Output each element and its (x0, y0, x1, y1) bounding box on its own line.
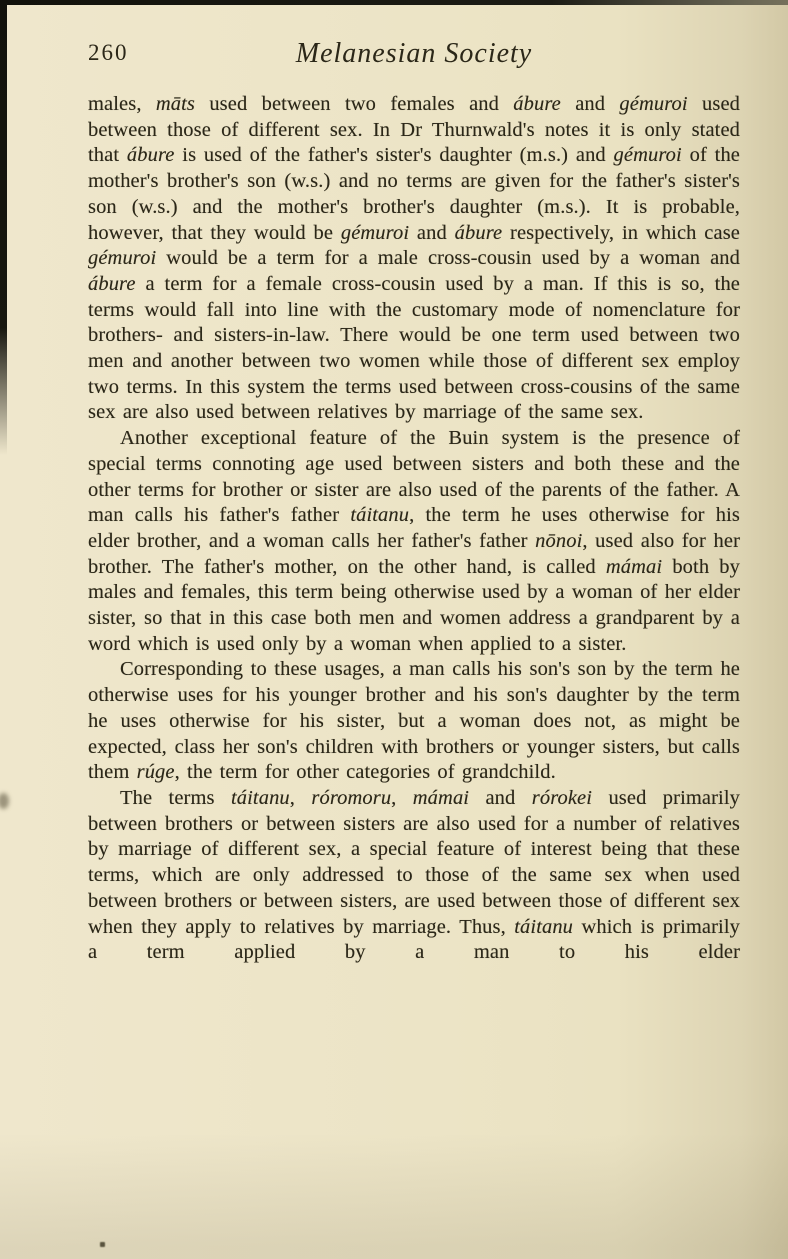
paragraph (88, 426, 740, 657)
text-run: of the mother's brother's son (w.s.) and no terms are given for the father's sister's son (w.s.) and the mother's brother's daughter (m.s.). It is probable, however, that they would be (88, 144, 740, 244)
paragraph (88, 92, 740, 426)
native-term: gémuroi (613, 144, 682, 167)
text-run: which is primarily a term applied by a man to his elder (88, 915, 740, 964)
native-term: róromoru (311, 786, 392, 809)
native-term: ábure (126, 144, 175, 167)
text-run: , the term he uses otherwise for his elder brother, and a woman calls her father's father (88, 504, 740, 552)
text-run: , (391, 786, 413, 809)
text-run: is used of the father's sister's daughter (m.s.) and (174, 144, 614, 167)
text-run: , the term for other categories of grandchild. (174, 761, 556, 784)
native-term: gémuroi (88, 247, 157, 270)
native-term: ábure (513, 93, 561, 115)
text-run: both by males and females, this term being otherwise used by a woman of her elder sister, so that in this case both men and women address a grandparent by a word which is used only by a woman when applied to a sister. (88, 555, 740, 655)
native-term: gémuroi (619, 93, 688, 115)
text-run: and (409, 221, 455, 244)
text-run: used between those of different sex. In Dr Thurnwald's notes it is only stated that (88, 93, 740, 167)
native-term: ábure (454, 221, 503, 244)
native-term: táitanu (230, 786, 290, 809)
text-run: and (560, 93, 620, 115)
text-run: Another exceptional feature of the Buin system is the presence of special terms connoting age used between sisters and both these and the other terms for brother or sister are also used of the parents of the father. A man calls his father's father (88, 427, 740, 527)
text-run: a term for a female cross-cousin used by a man. If this is so, the terms would fall into line with the customary mode of nomenclature for brothers- and sisters-in-law. There would be one term used between two men and another between two women while those of different sex employ two terms. In this system the terms used between cross-cousins of the same sex are also used between relatives by marriage of the same sex. (88, 272, 740, 424)
native-term: táitanu (350, 504, 410, 527)
native-term: gémuroi (340, 221, 410, 244)
text-run: used between two females and (195, 93, 514, 115)
text-run: , (289, 786, 312, 809)
text-run: Corresponding to these usages, a man calls his son's son by the term he otherwise uses for his younger brother and his son's daughter by the term he uses otherwise for his sister, but a woman does not, as might be expected, class her son's children with brothers or younger sisters, but calls them (88, 658, 740, 784)
native-term: māts (155, 93, 196, 115)
text-run: and (469, 786, 532, 809)
page-header (88, 0, 740, 72)
text-run: The terms (120, 786, 231, 809)
ink-smudge (0, 793, 9, 809)
scan-edge-left (0, 0, 7, 455)
paragraph (88, 657, 740, 786)
native-term: rúge (136, 761, 175, 784)
native-term: rórokei (531, 786, 593, 809)
text-run: used primarily between brothers or between sisters are also used for a number of relatives by marriage of different sex, a special feature of interest being that these terms, which are only addressed to those of the same sex when used between brothers or between sisters, are used between those of different sex when they apply to relatives by marriage. Thus, (88, 786, 740, 938)
ink-speck (100, 1242, 105, 1247)
body-text (88, 92, 740, 966)
native-term: nōnoi (535, 529, 583, 552)
text-run: , used also for her brother. The father's mother, on the other hand, is called (88, 529, 741, 578)
native-term: táitanu (514, 915, 574, 938)
text-run: respectively, in which case (502, 221, 740, 244)
page-number: 260 (88, 40, 129, 65)
paragraph (88, 786, 740, 966)
text-run: would be a term for a male cross-cousin used by a woman and (156, 247, 740, 270)
native-term: ábure (88, 272, 136, 295)
running-title: Melanesian Society (295, 38, 533, 69)
text-run: males, (88, 93, 156, 115)
native-term: mámai (605, 555, 663, 578)
native-term: mámai (412, 786, 470, 809)
